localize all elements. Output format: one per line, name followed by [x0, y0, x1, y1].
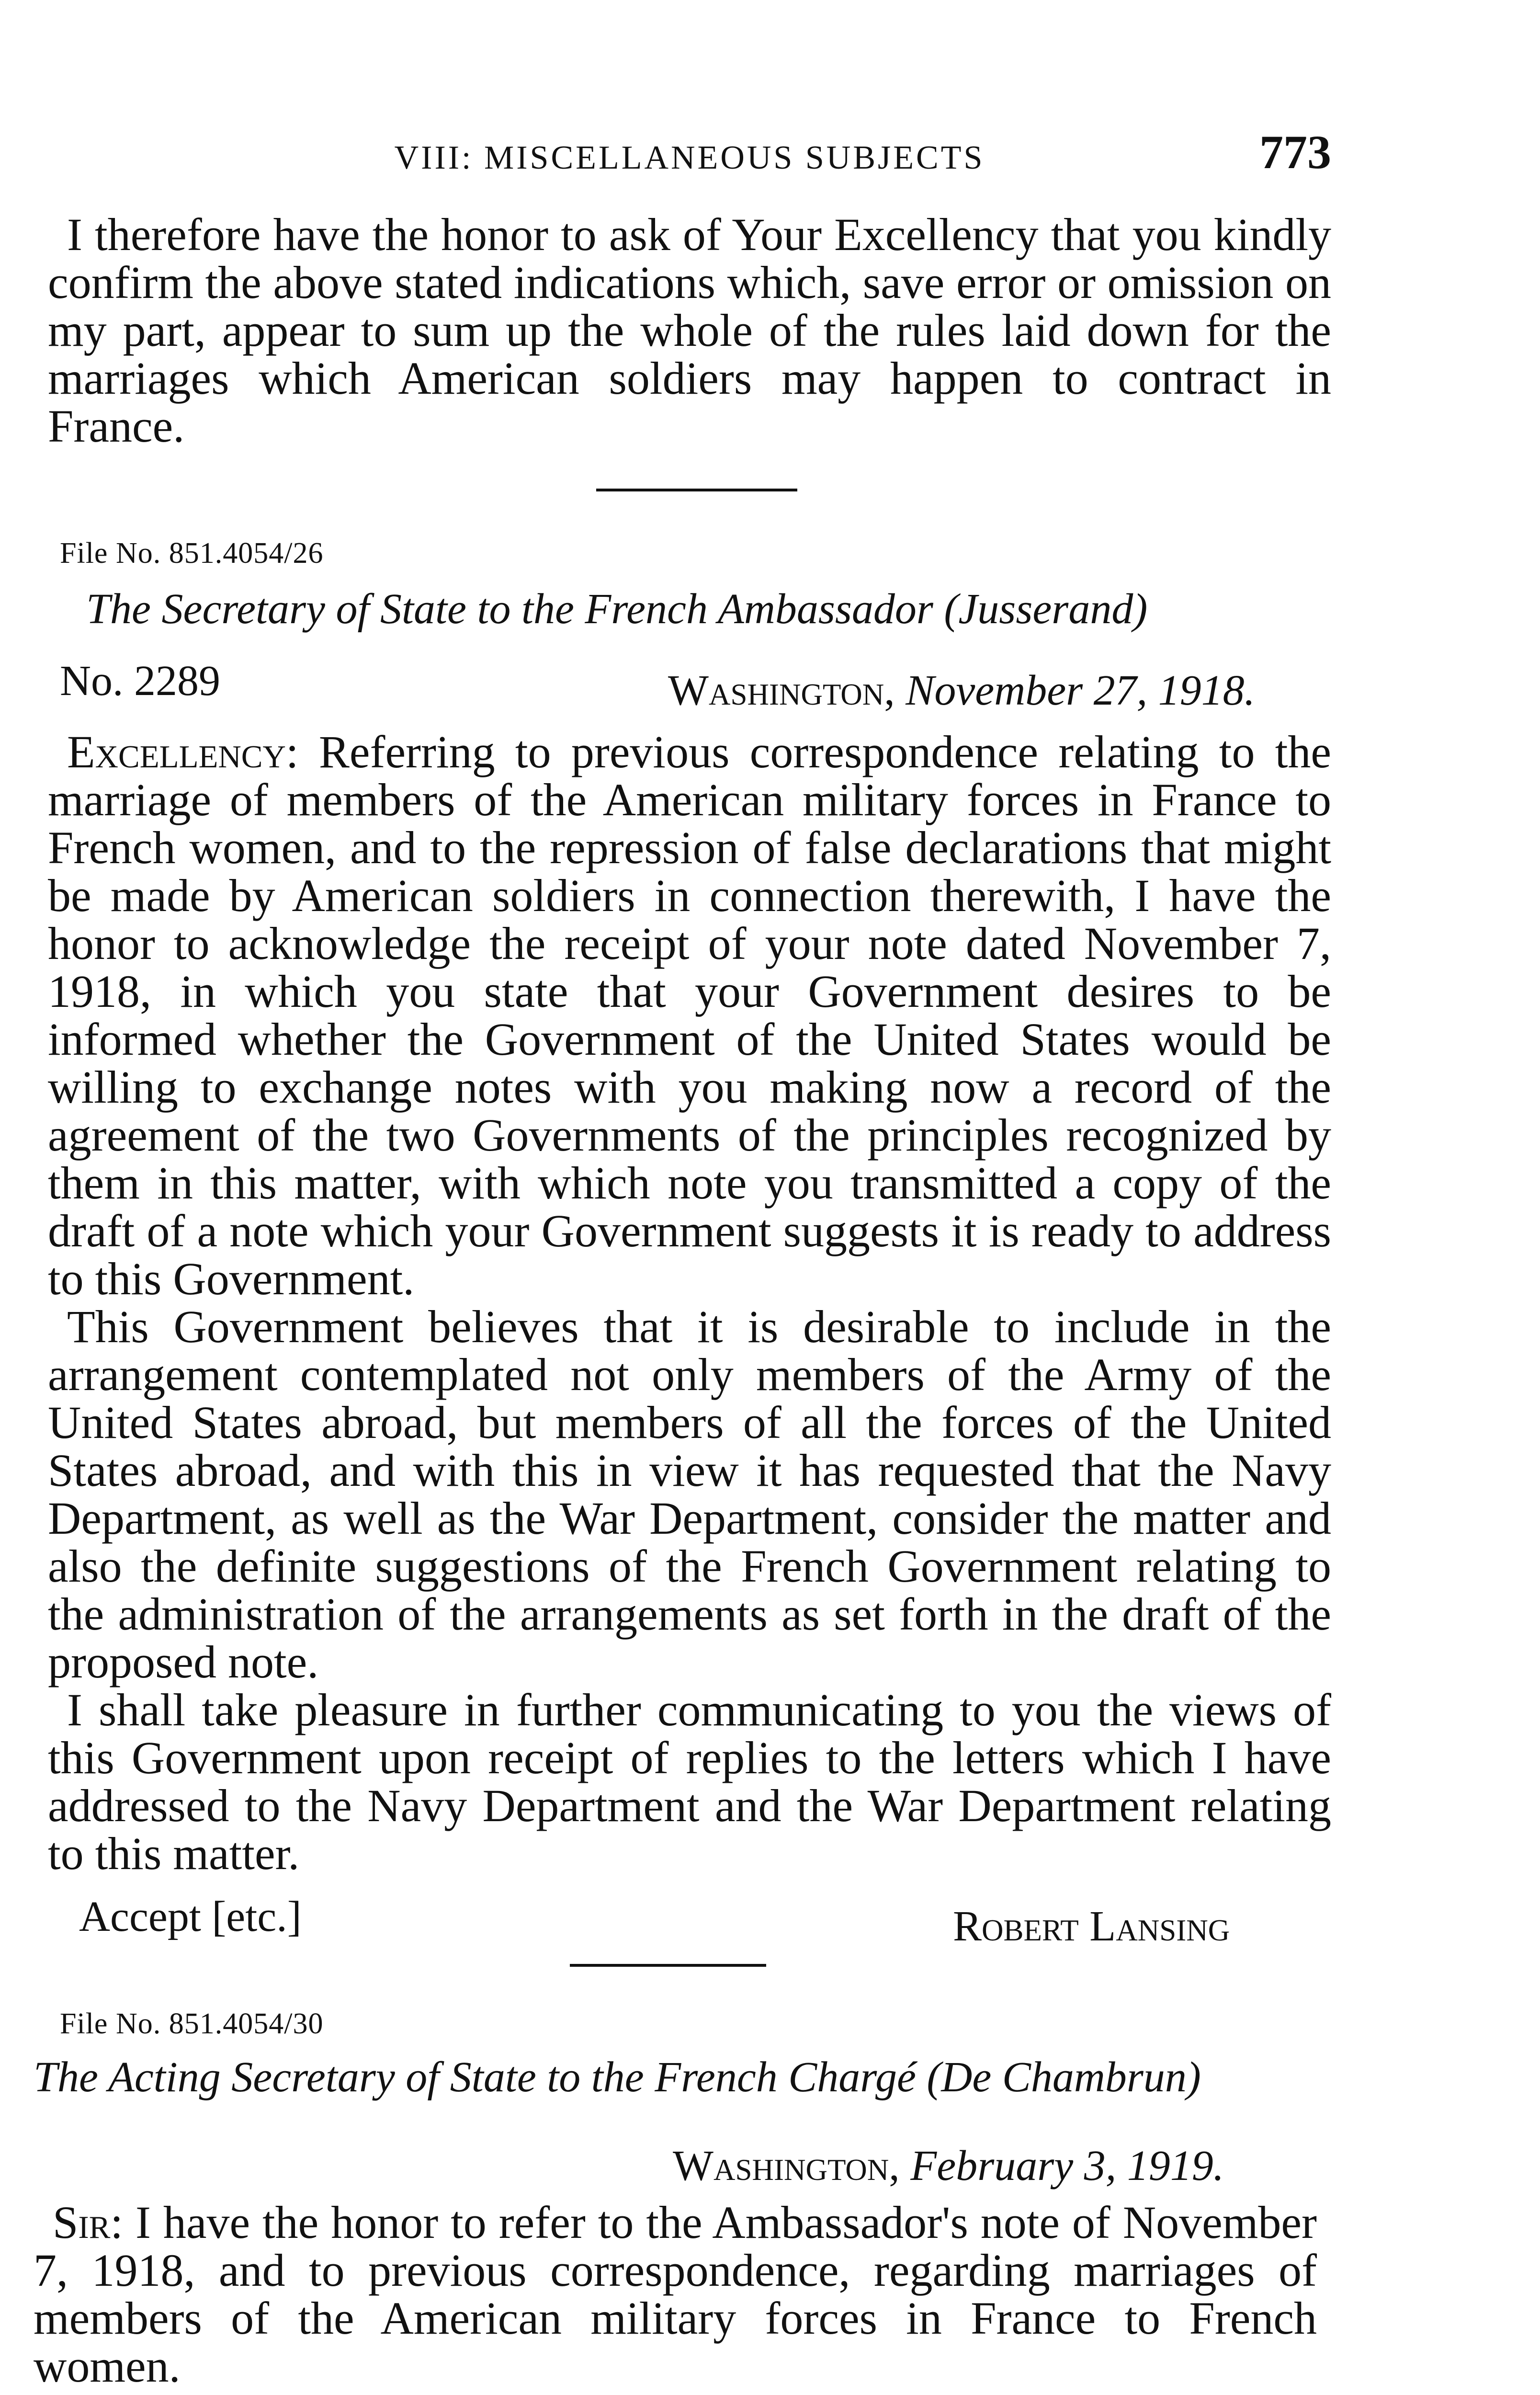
doc1-place: Washington, — [668, 667, 895, 714]
doc2-paragraph-text: I have the honor to refer to the Ambassador's note of November 7, 1918, and to previous correspondence, regarding marriages of members of the American military forces in France to French women. — [34, 2197, 1317, 2392]
doc2-title: The Acting Secretary of State to the French Chargé (De Chambrun) — [34, 2053, 1201, 2101]
doc1-paragraph-1 — [48, 728, 1331, 1303]
page-header — [48, 125, 1331, 182]
section-divider-2 — [570, 1964, 766, 1967]
doc1-paragraph-1-text: Referring to previous correspondence relating to the marriage of members of the American military forces in France to French women, and to the repression of false declarations that might be made by American soldiers in connection therewith, I have the honor to acknowledge the receipt of your note dated November 7, 1918, in which you state that your Government desires to be informed whether the Government of the United States would be willing to exchange notes with you making now a record of the agreement of the two Governments of the principles recognized by them in this matter, with which note you transmitted a copy of the draft of a note which your Government suggests it is ready to address to this Government. — [48, 726, 1332, 1304]
intro-paragraph: I therefore have the honor to ask of Your Excellency that you kindly confirm the above stated indications which, save error or omission on my part, appear to sum up the whole of the rules laid down for the marriages which American soldiers may happen to contract in France. — [48, 209, 1331, 452]
doc2-body — [34, 2199, 1317, 2395]
doc1-body — [48, 726, 1332, 1879]
doc2-file-number: File No. 851.4054/30 — [60, 2007, 324, 2040]
section-divider — [596, 489, 797, 491]
doc1-date: November 27, 1918. — [906, 667, 1256, 714]
doc1-paragraph-3: I shall take pleasure in further communicating to you the views of this Government upon receipt of replies to the letters which I have addressed to the Navy Department and the War Department relating to this matter. — [48, 1684, 1331, 1879]
doc2-date: February 3, 1919. — [910, 2142, 1224, 2190]
doc1-signature: Robert Lansing — [953, 1903, 1230, 1950]
doc1-title: The Secretary of State to the French Ambassador (Jusserand) — [86, 585, 1148, 633]
doc1-file-number: File No. 851.4054/26 — [60, 537, 324, 570]
intro-section — [48, 211, 1331, 460]
doc1-number: No. 2289 — [60, 657, 220, 705]
doc1-paragraph-2: This Government believes that it is desirable to include in the arrangement contemplated not only members of the Army of the United States abroad, but members of all the forces of the United States abroad, and with this in view it has requested that the Navy Department, as well as the War Department, consider the matter and also the definite suggestions of the French Government relating to the administration of the arrangements as set forth in the draft of the proposed note. — [48, 1301, 1331, 1688]
doc2-dateline — [673, 2141, 1224, 2190]
doc1-closing: Accept [etc.] — [79, 1893, 302, 1940]
running-title: VIII: MISCELLANEOUS SUBJECTS — [394, 139, 985, 176]
doc2-salutation: Sir: — [53, 2197, 124, 2248]
doc2-paragraph — [34, 2199, 1317, 2390]
doc1-dateline — [668, 666, 1255, 715]
page-number: 773 — [1259, 125, 1331, 179]
doc1-salutation: Excellency: — [67, 726, 299, 777]
doc2-place: Washington, — [673, 2142, 900, 2190]
